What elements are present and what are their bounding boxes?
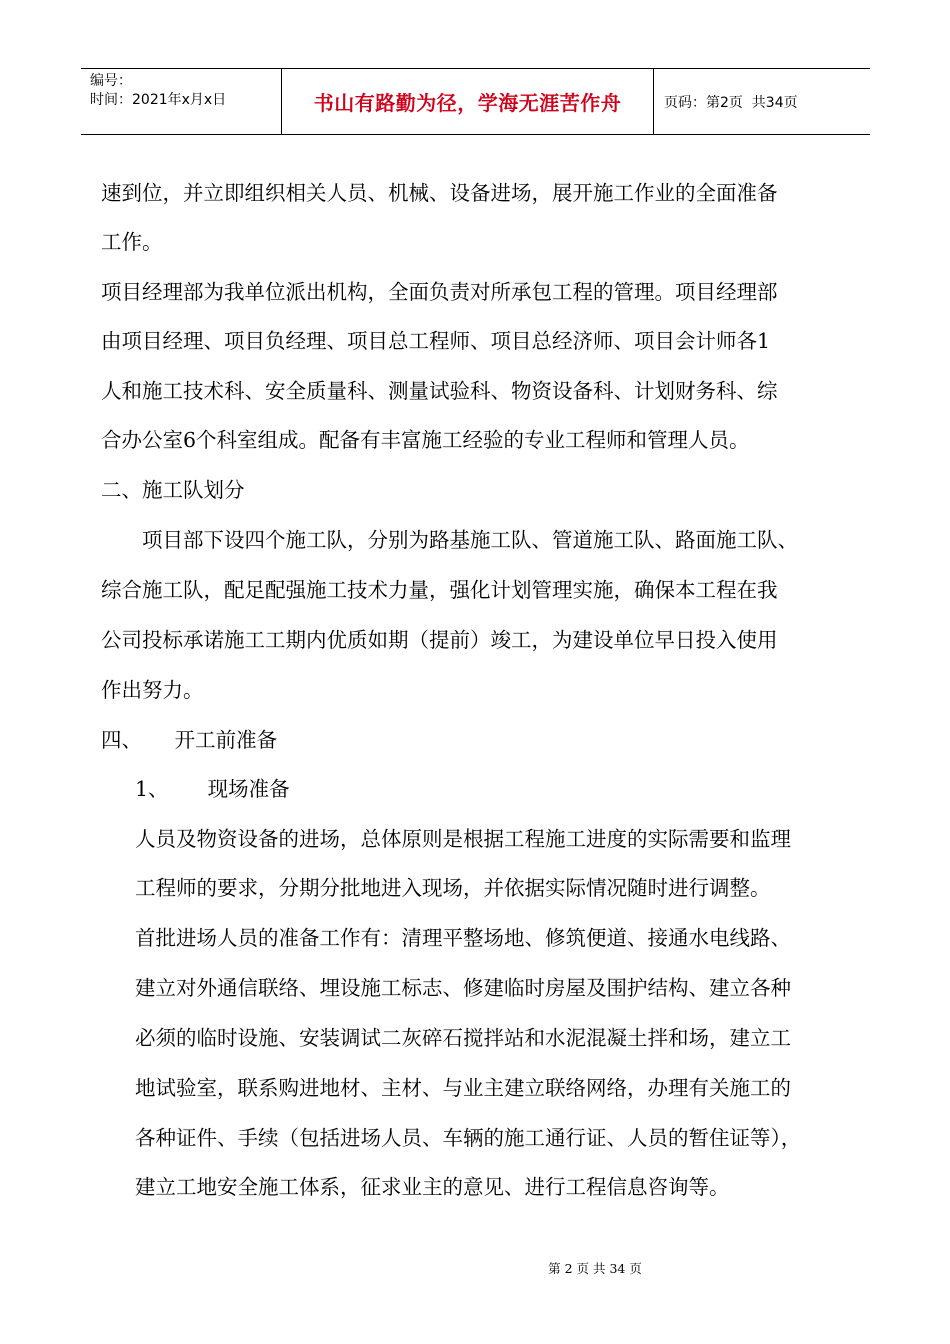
section-heading: 二、施工队划分: [101, 478, 245, 502]
page-footer: 第 2 页 共 34 页: [548, 1261, 642, 1276]
header-date-label: 时间：2021年x月x日: [90, 92, 227, 108]
body-line: 人员及物资设备的进场，总体原则是根据工程施工进度的实际需要和监理: [135, 827, 791, 851]
body-line: 作出努力。: [101, 678, 204, 702]
header-meta: [81, 69, 282, 134]
body-line: 人和施工技术科、安全质量科、测量试验科、物资设备科、计划财务科、综: [101, 379, 778, 403]
body-line: 合办公室6个科室组成。配备有丰富施工经验的专业工程师和管理人员。: [101, 428, 750, 452]
subsection-heading: 1、 现场准备: [135, 777, 290, 801]
section-heading: 四、 开工前准备: [101, 728, 278, 752]
header-page-label: 页码：第2页 共34页: [664, 94, 798, 111]
body-line: 项目部下设四个施工队，分别为路基施工队、管道施工队、路面施工队、: [142, 528, 798, 552]
header-number-label: 编号：: [90, 73, 132, 89]
body-line: 工作。: [101, 230, 163, 254]
body-line: 综合施工队，配足配强施工技术力量，强化计划管理实施，确保本工程在我: [101, 578, 778, 602]
body-line: 首批进场人员的准备工作有：清理平整场地、修筑便道、接通水电线路、: [135, 926, 791, 950]
body-line: 项目经理部为我单位派出机构，全面负责对所承包工程的管理。项目经理部: [101, 280, 778, 304]
page-header: [81, 68, 870, 135]
body-line: 公司投标承诺施工工期内优质如期（提前）竣工，为建设单位早日投入使用: [101, 628, 778, 652]
body-line: 建立对外通信联络、埋设施工标志、修建临时房屋及围护结构、建立各种: [135, 976, 791, 1000]
body-line: 建立工地安全施工体系，征求业主的意见、进行工程信息咨询等。: [135, 1175, 730, 1199]
body-line: 地试验室，联系购进地材、主材、与业主建立联络网络，办理有关施工的: [135, 1076, 791, 1100]
body-line: 工程师的要求，分期分批地进入现场，并依据实际情况随时进行调整。: [135, 876, 771, 900]
header-motto: 书山有路勤为径，学海无涯苦作舟: [282, 69, 654, 134]
body-line: 必须的临时设施、安装调试二灰碎石搅拌站和水泥混凝土拌和场，建立工: [135, 1026, 791, 1050]
body-line: 由项目经理、项目负经理、项目总工程师、项目总经济师、项目会计师各1: [101, 329, 771, 353]
body-line: 各种证件、手续（包括进场人员、车辆的施工通行证、人员的暂住证等），: [135, 1126, 802, 1150]
body-line: 速到位，并立即组织相关人员、机械、设备进场，展开施工作业的全面准备: [101, 181, 778, 205]
